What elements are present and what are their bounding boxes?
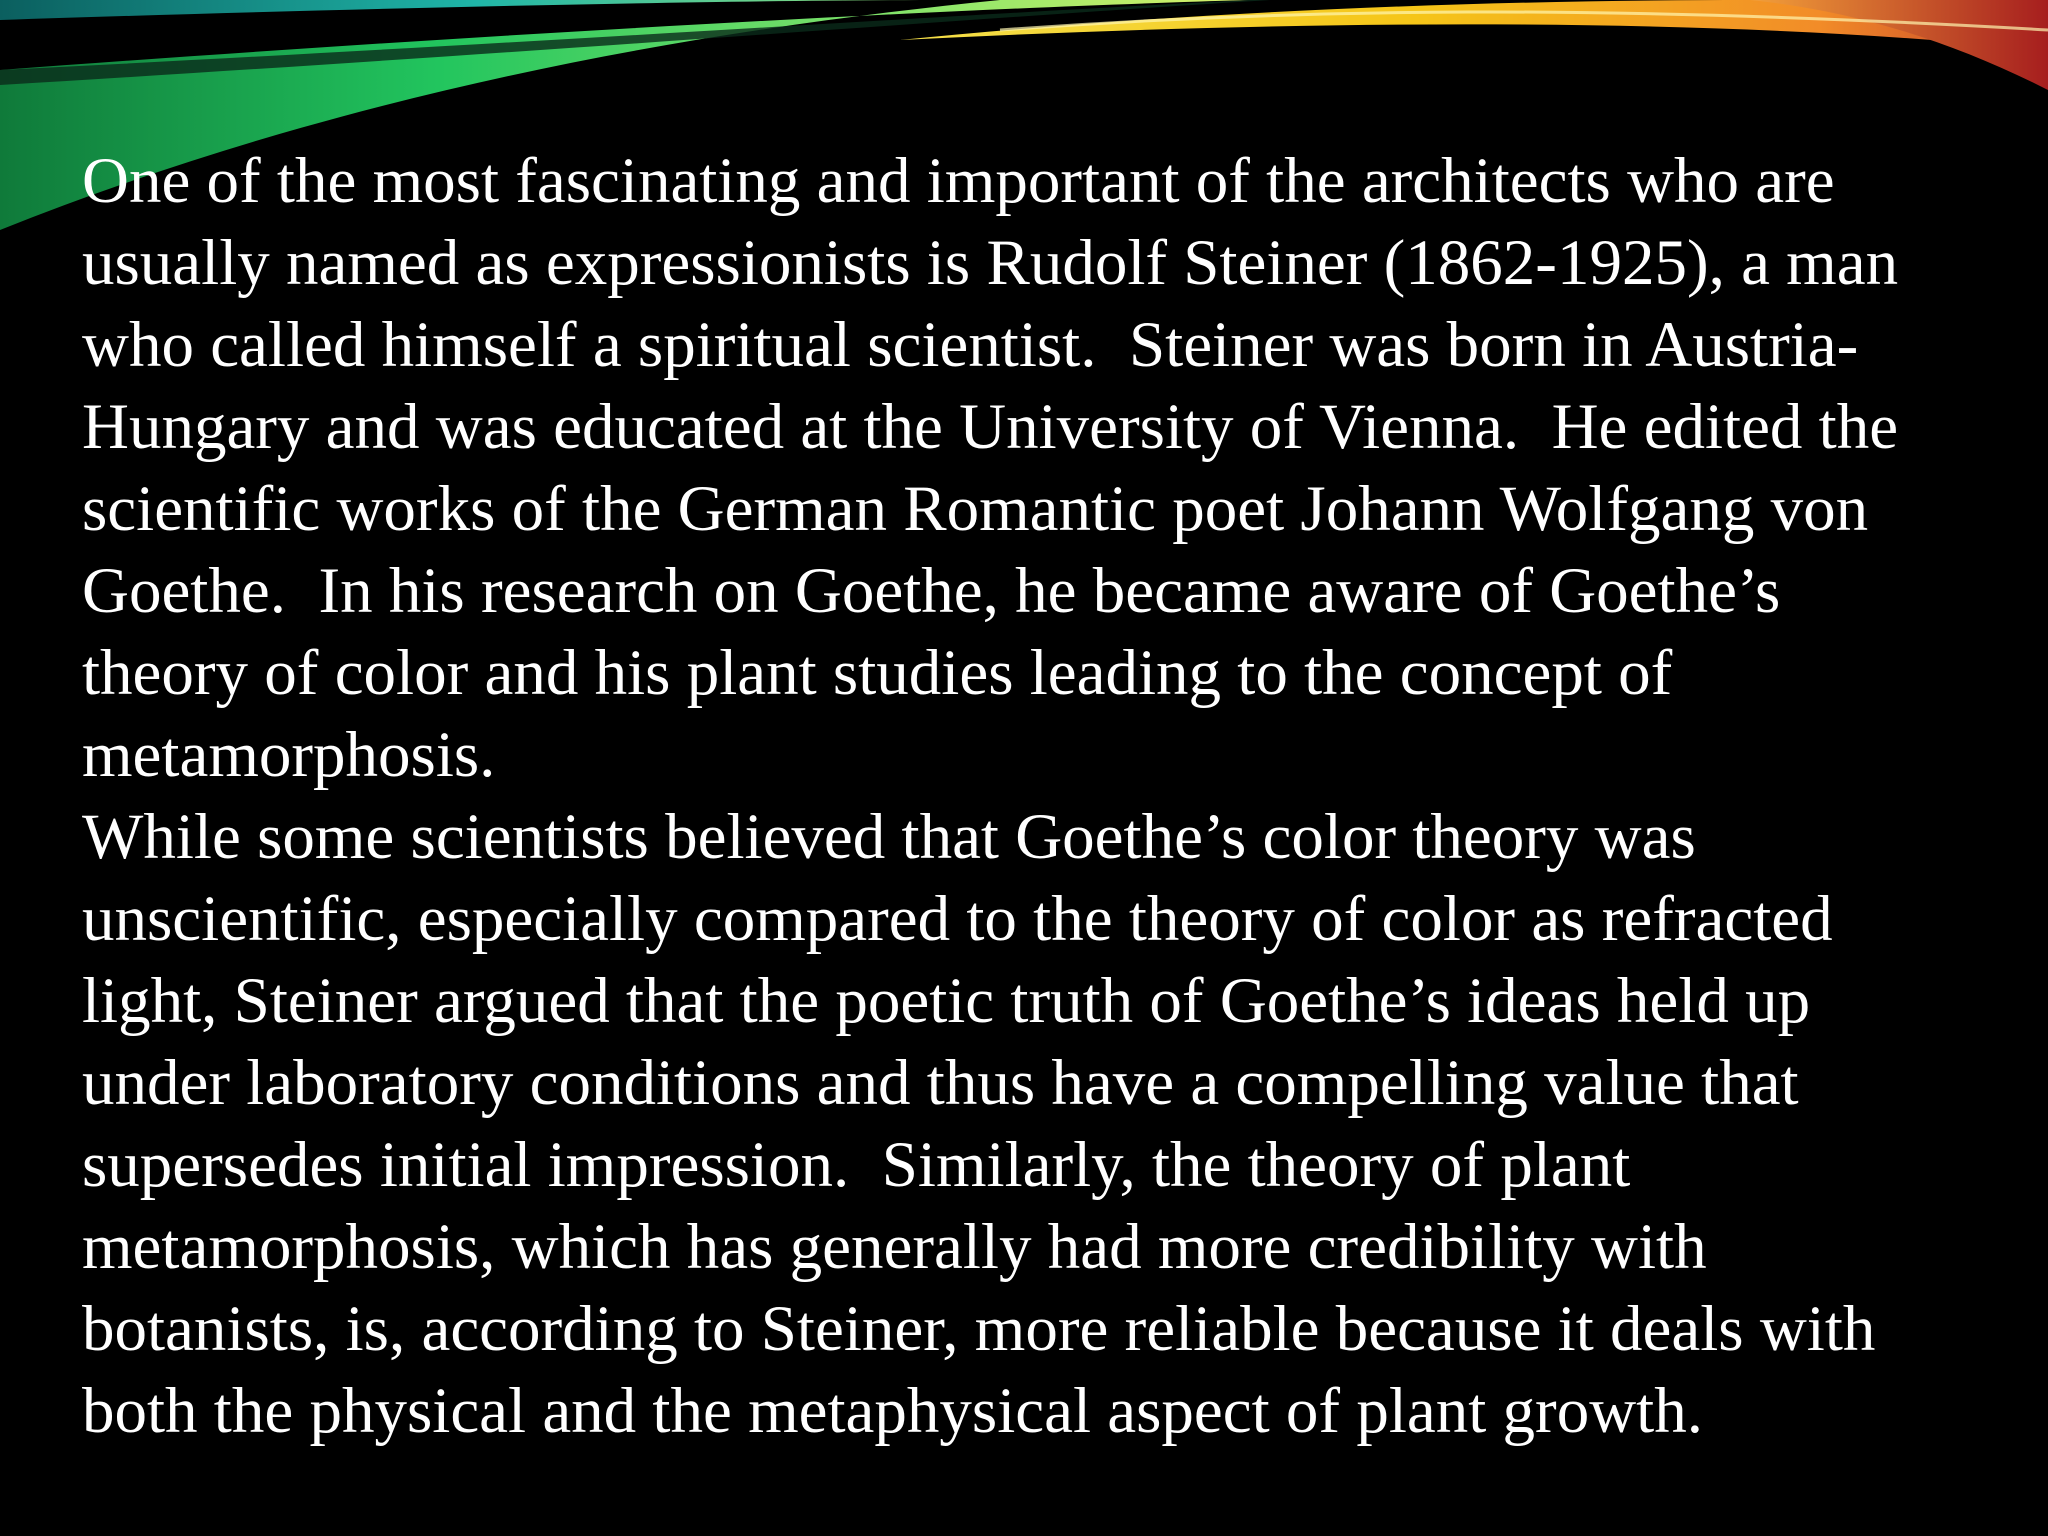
paragraph-1-line: metamorphosis. bbox=[82, 719, 496, 791]
paragraph-2-line: both the physical and the metaphysical aspect of plant growth. bbox=[82, 1375, 1703, 1447]
paragraph-2-line: under laboratory conditions and thus have a compelling value that bbox=[82, 1047, 1799, 1119]
paragraph-2-line: metamorphosis, which has generally had more credibility with bbox=[82, 1211, 1707, 1283]
paragraph-1-line: Hungary and was educated at the University of Vienna. He edited the bbox=[82, 391, 1899, 463]
paragraph-2-line: botanists, is, according to Steiner, more reliable because it deals with bbox=[82, 1293, 1876, 1365]
paragraph-1-line: usually named as expressionists is Rudolf Steiner (1862-1925), a man bbox=[82, 227, 1899, 299]
paragraph-1-line: scientific works of the German Romantic poet Johann Wolfgang von bbox=[82, 473, 1869, 545]
paragraph-2-line: unscientific, especially compared to the theory of color as refracted bbox=[82, 883, 1833, 955]
paragraph-2-line: light, Steiner argued that the poetic truth of Goethe’s ideas held up bbox=[82, 965, 1811, 1037]
paragraph-1-line: Goethe. In his research on Goethe, he became aware of Goethe’s bbox=[82, 555, 1781, 627]
swoosh-teal-band bbox=[0, 0, 950, 20]
paragraph-1-line: who called himself a spiritual scientist. Steiner was born in Austria- bbox=[82, 309, 1859, 381]
paragraph-2-line: supersedes initial impression. Similarly, the theory of plant bbox=[82, 1129, 1631, 1201]
paragraph-2-line: While some scientists believed that Goethe’s color theory was bbox=[82, 801, 1696, 873]
paragraph-1-line: One of the most fascinating and important of the architects who are bbox=[82, 145, 1835, 217]
paragraph-1-line: theory of color and his plant studies leading to the concept of bbox=[82, 637, 1673, 709]
slide-body-text bbox=[82, 140, 2022, 1452]
